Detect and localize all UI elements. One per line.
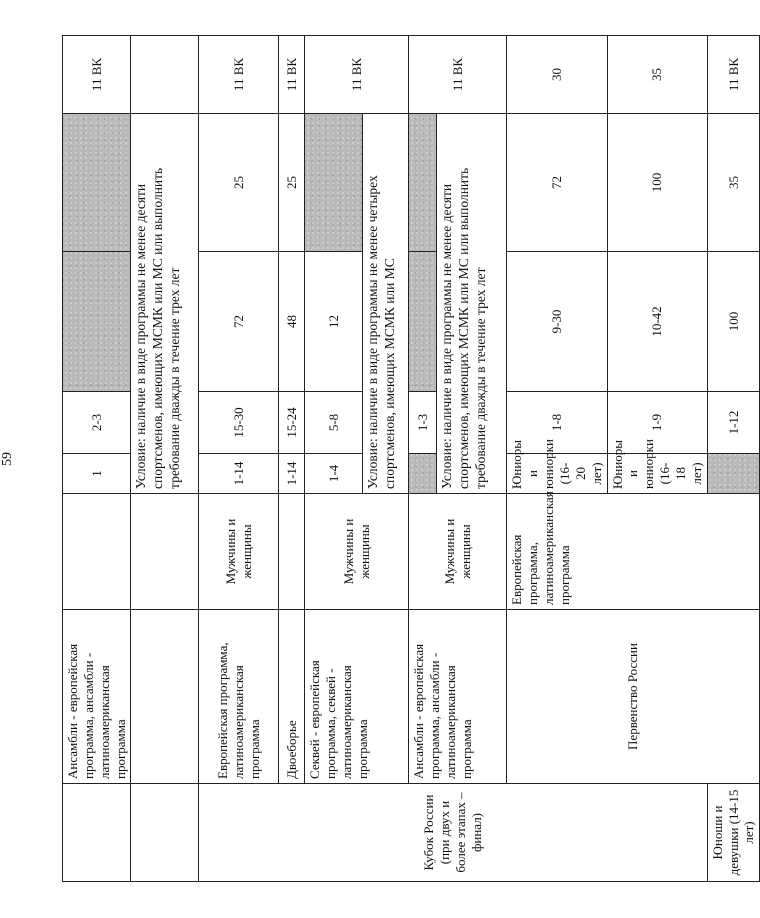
discipline-cell xyxy=(131,610,199,784)
place-cell-1: 1-9 xyxy=(607,392,707,454)
place-cell-1: 1-14 xyxy=(279,454,305,494)
rank-cell: 11 ВК xyxy=(409,36,507,114)
entries-cell: 35 xyxy=(607,36,707,114)
table-row xyxy=(63,36,131,882)
gender-cell xyxy=(63,494,131,610)
gender-cell: Мужчины и женщины xyxy=(305,494,409,610)
table-row xyxy=(279,36,305,882)
page-number: 59 xyxy=(0,452,15,466)
place-cell-2: 10-42 xyxy=(607,252,707,392)
table-row xyxy=(131,36,199,882)
entries-cell: 30 xyxy=(507,36,607,114)
shaded-cell xyxy=(63,114,131,252)
place-cell-2: 15-24 xyxy=(279,392,305,454)
place-cell-1: 1-4 xyxy=(305,454,363,494)
rank-cell: 11 ВК xyxy=(199,36,279,114)
gender-cell: Мужчины и женщины xyxy=(409,494,507,610)
entries-cell: 25 xyxy=(279,114,305,252)
rank-cell: 11 ВК xyxy=(279,36,305,114)
entries-cell: 35 xyxy=(707,114,760,252)
place-cell-2: 1-3 xyxy=(409,392,437,454)
condition-text: Условие: наличие в виде программы не менее десяти спортсменов, имеющих МСМК или МС или выполнить требование дважды в течение трех лет xyxy=(437,114,507,494)
rank-cell: 11 ВК xyxy=(63,36,131,114)
discipline-cell: Европейская программа, латиноамериканская программа xyxy=(507,494,760,610)
competition-cell: Кубок России (при двух и более этапах – финал) xyxy=(199,784,707,882)
discipline-cell: Двоеборье xyxy=(279,610,305,784)
table-row xyxy=(409,36,437,882)
place-cell-1: 1-8 xyxy=(507,392,607,454)
condition-text: Условие: наличие в виде программы не менее десяти спортсменов, имеющих МСМК или МС или выполнить требование дважды в течение трех лет xyxy=(131,114,199,494)
gender-cell xyxy=(131,494,199,610)
participants-cell: 100 xyxy=(707,252,760,392)
place-cell-2: 1-12 xyxy=(707,392,760,454)
rank-cell: 11 ВК xyxy=(305,36,409,114)
entries-cell: 25 xyxy=(199,114,279,252)
table-row xyxy=(507,36,607,882)
competition-cell: Первенство России xyxy=(507,610,760,784)
competition-cell xyxy=(131,784,199,882)
discipline-cell: Европейская программа, латиноамериканская программа xyxy=(199,610,279,784)
table-row xyxy=(305,36,363,882)
condition-text: Условие: наличие в виде программы не менее четырех спортсменов, имеющих МСМК или МС xyxy=(363,114,409,494)
discipline-cell: Ансамбли - европейская программа, ансамбли - латиноамериканская программа xyxy=(409,610,507,784)
gender-cell: Юниоры и юниорки (16-20 лет) xyxy=(507,454,607,494)
place-cell-2: 9-30 xyxy=(507,252,607,392)
discipline-cell: Ансамбли - европейская программа, ансамбли - латиноамериканская программа xyxy=(63,610,131,784)
participants-cell: 48 xyxy=(279,252,305,392)
rank-cell: 11 ВК xyxy=(707,36,760,114)
gender-cell: Мужчины и женщины xyxy=(199,494,279,610)
gender-cell: Юниоры и юниорки (16-18 лет) xyxy=(607,454,707,494)
place-cell-1: 1-14 xyxy=(199,454,279,494)
place-cell-2: 15-30 xyxy=(199,392,279,454)
participants-cell: 100 xyxy=(607,114,707,252)
rank-cell xyxy=(131,36,199,114)
place-cell-1: 1 xyxy=(63,454,131,494)
place-cell-2: 2-3 xyxy=(63,392,131,454)
competition-cell xyxy=(63,784,131,882)
discipline-cell: Секвей - европейская программа, секвей - латиноамериканская программа xyxy=(305,610,409,784)
participants-cell: 72 xyxy=(507,114,607,252)
shaded-cell xyxy=(305,114,363,252)
gender-cell: Юноши и девушки (14-15 лет) xyxy=(707,784,760,882)
gender-cell xyxy=(279,494,305,610)
qualification-table xyxy=(62,35,760,882)
shaded-cell xyxy=(409,454,437,494)
shaded-cell xyxy=(63,252,131,392)
shaded-cell xyxy=(409,114,437,252)
table-row xyxy=(199,36,279,882)
shaded-cell xyxy=(409,252,437,392)
shaded-cell xyxy=(707,454,760,494)
place-cell-2: 5-8 xyxy=(305,392,363,454)
participants-cell: 12 xyxy=(305,252,363,392)
participants-cell: 72 xyxy=(199,252,279,392)
